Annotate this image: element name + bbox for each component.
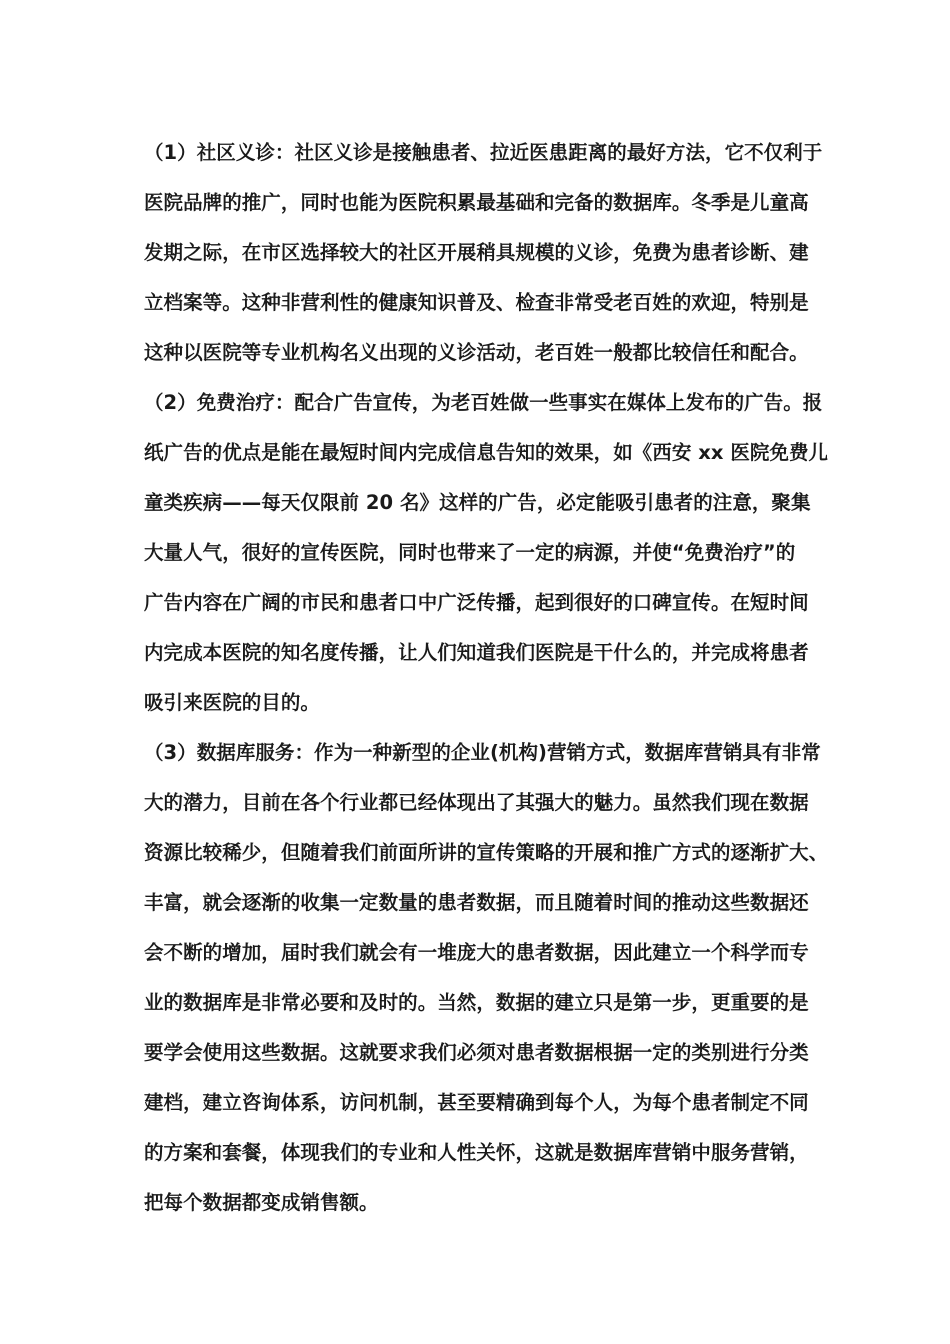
document-body [144, 128, 829, 1228]
text-line: 要学会使用这些数据。这就要求我们必须对患者数据根据一定的类别进行分类 [144, 1041, 809, 1064]
text-line: 纸广告的优点是能在最短时间内完成信息告知的效果，如《西安 xx 医院免费儿 [144, 441, 829, 464]
text-line: 吸引来医院的目的。 [144, 691, 320, 714]
text-line: 资源比较稀少，但随着我们前面所讲的宣传策略的开展和推广方式的逐渐扩大、 [144, 841, 829, 864]
text-line: （1）社区义诊：社区义诊是接触患者、拉近医患距离的最好方法，它不仅利于 [144, 141, 823, 164]
text-line: 把每个数据都变成销售额。 [144, 1191, 379, 1214]
text-line: 会不断的增加，届时我们就会有一堆庞大的患者数据，因此建立一个科学而专 [144, 941, 809, 964]
text-line: （2）免费治疗：配合广告宣传，为老百姓做一些事实在媒体上发布的广告。报 [144, 391, 823, 414]
text-line: 的方案和套餐，体现我们的专业和人性关怀，这就是数据库营销中服务营销， [144, 1141, 809, 1164]
text-line: 广告内容在广阔的市民和患者口中广泛传播，起到很好的口碑宣传。在短时间 [144, 591, 809, 614]
text-line: 内完成本医院的知名度传播，让人们知道我们医院是干什么的，并完成将患者 [144, 641, 809, 664]
text-line: 大量人气，很好的宣传医院，同时也带来了一定的病源，并使“免费治疗”的 [144, 541, 796, 564]
paragraph-database-service [144, 728, 829, 1228]
text-line: 立档案等。这种非营利性的健康知识普及、检查非常受老百姓的欢迎，特别是 [144, 291, 809, 314]
text-line: 这种以医院等专业机构名义出现的义诊活动，老百姓一般都比较信任和配合。 [144, 341, 809, 364]
text-line: 医院品牌的推广，同时也能为医院积累最基础和完备的数据库。冬季是儿童高 [144, 191, 809, 214]
text-line: 大的潜力，目前在各个行业都已经体现出了其强大的魅力。虽然我们现在数据 [144, 791, 809, 814]
text-line: 业的数据库是非常必要和及时的。当然，数据的建立只是第一步，更重要的是 [144, 991, 809, 1014]
text-line: 丰富，就会逐渐的收集一定数量的患者数据，而且随着时间的推动这些数据还 [144, 891, 809, 914]
paragraph-community-clinic [144, 128, 823, 378]
text-line: 童类疾病——每天仅限前 20 名》这样的广告，必定能吸引患者的注意，聚集 [144, 491, 811, 514]
paragraph-free-treatment [144, 378, 829, 728]
text-line: 建档，建立咨询体系，访问机制，甚至要精确到每个人，为每个患者制定不同 [144, 1091, 809, 1114]
text-line: （3）数据库服务：作为一种新型的企业(机构)营销方式，数据库营销具有非常 [144, 741, 821, 764]
text-line: 发期之际，在市区选择较大的社区开展稍具规模的义诊，免费为患者诊断、建 [144, 241, 809, 264]
